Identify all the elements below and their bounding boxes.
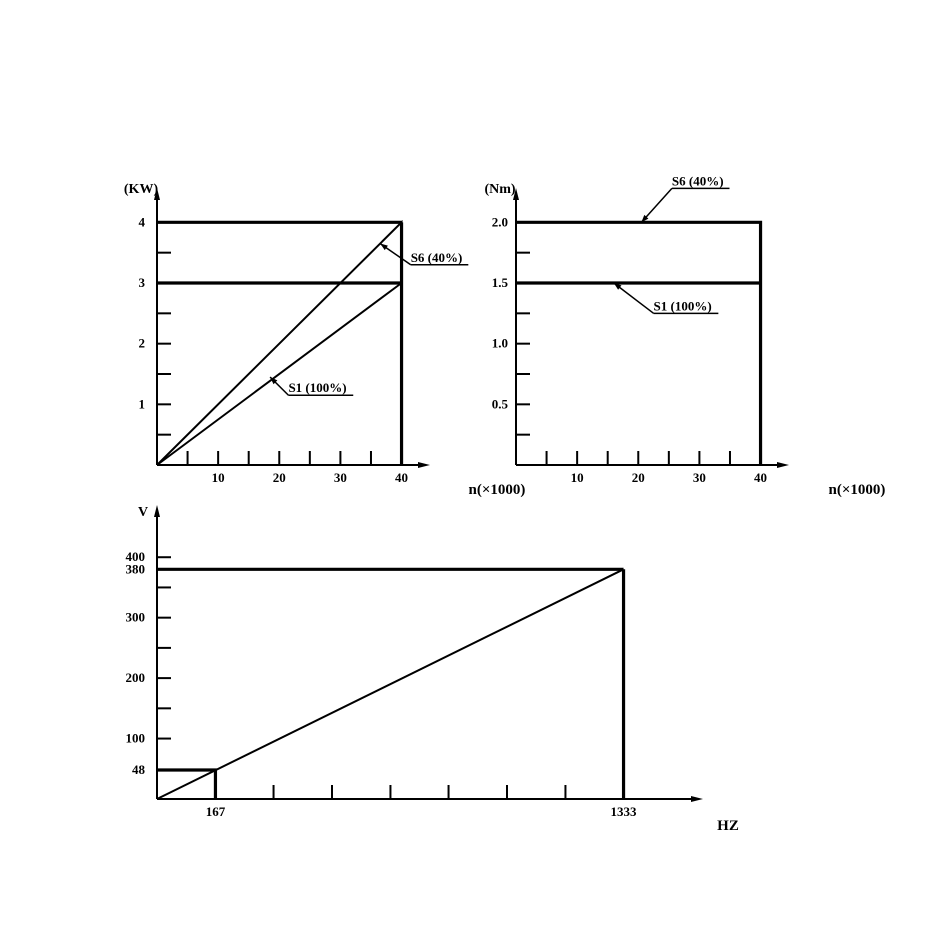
series-annotation-label: S1 (100%) bbox=[288, 380, 347, 396]
series-annotation-label: S1 (100%) bbox=[653, 298, 712, 314]
x-axis-arrow-icon bbox=[418, 462, 430, 468]
x-axis-arrow-icon bbox=[691, 796, 703, 802]
x-tick-label: 30 bbox=[692, 470, 706, 485]
chart-voltage bbox=[126, 505, 739, 834]
x-tick-label: 40 bbox=[395, 470, 409, 485]
series-line-1 bbox=[157, 569, 624, 799]
y-tick-label: 4 bbox=[138, 214, 145, 230]
y-tick-label: 2 bbox=[138, 335, 145, 351]
x-axis-label: HZ bbox=[717, 818, 739, 834]
series-line-2 bbox=[157, 283, 402, 465]
y-tick-label: 0.5 bbox=[491, 396, 508, 412]
y-tick-label: 200 bbox=[125, 670, 145, 686]
y-axis-label: V bbox=[137, 505, 149, 520]
series-line-1 bbox=[516, 222, 761, 465]
chart-torque bbox=[484, 173, 885, 498]
x-tick-label: 30 bbox=[333, 470, 347, 485]
y-tick-label: 2.0 bbox=[491, 214, 508, 230]
x-tick-label: 10 bbox=[211, 470, 225, 485]
y-tick-label: 380 bbox=[125, 561, 145, 577]
y-tick-label: 1 bbox=[138, 396, 145, 412]
x-tick-label: 20 bbox=[272, 470, 286, 485]
y-tick-label: 400 bbox=[125, 549, 145, 565]
y-axis-arrow-icon bbox=[154, 505, 160, 517]
x-tick-label: 40 bbox=[754, 470, 768, 485]
series-annotation-label: S6 (40%) bbox=[410, 249, 463, 265]
y-tick-label: 48 bbox=[132, 761, 145, 777]
y-axis-label: (KW) bbox=[123, 182, 159, 197]
x-axis-label: n(×1000) bbox=[828, 482, 886, 498]
x-tick-label: 167 bbox=[205, 804, 226, 819]
y-tick-label: 1.5 bbox=[491, 275, 508, 290]
series-annotation-label: S6 (40%) bbox=[671, 173, 724, 189]
y-tick-label: 300 bbox=[125, 609, 145, 625]
chart-power bbox=[124, 182, 526, 498]
series-line-1 bbox=[157, 222, 402, 465]
x-tick-label: 10 bbox=[570, 470, 584, 485]
y-axis-label: (Nm) bbox=[484, 182, 516, 197]
y-tick-label: 100 bbox=[125, 730, 145, 746]
x-tick-label: 1333 bbox=[610, 804, 637, 819]
x-axis-label: n(×1000) bbox=[468, 482, 526, 498]
x-axis-arrow-icon bbox=[777, 462, 789, 468]
x-tick-label: 20 bbox=[631, 470, 645, 485]
y-tick-label: 1.0 bbox=[491, 335, 508, 351]
y-tick-label: 3 bbox=[138, 275, 145, 290]
annotation-arrow-icon bbox=[380, 244, 388, 251]
